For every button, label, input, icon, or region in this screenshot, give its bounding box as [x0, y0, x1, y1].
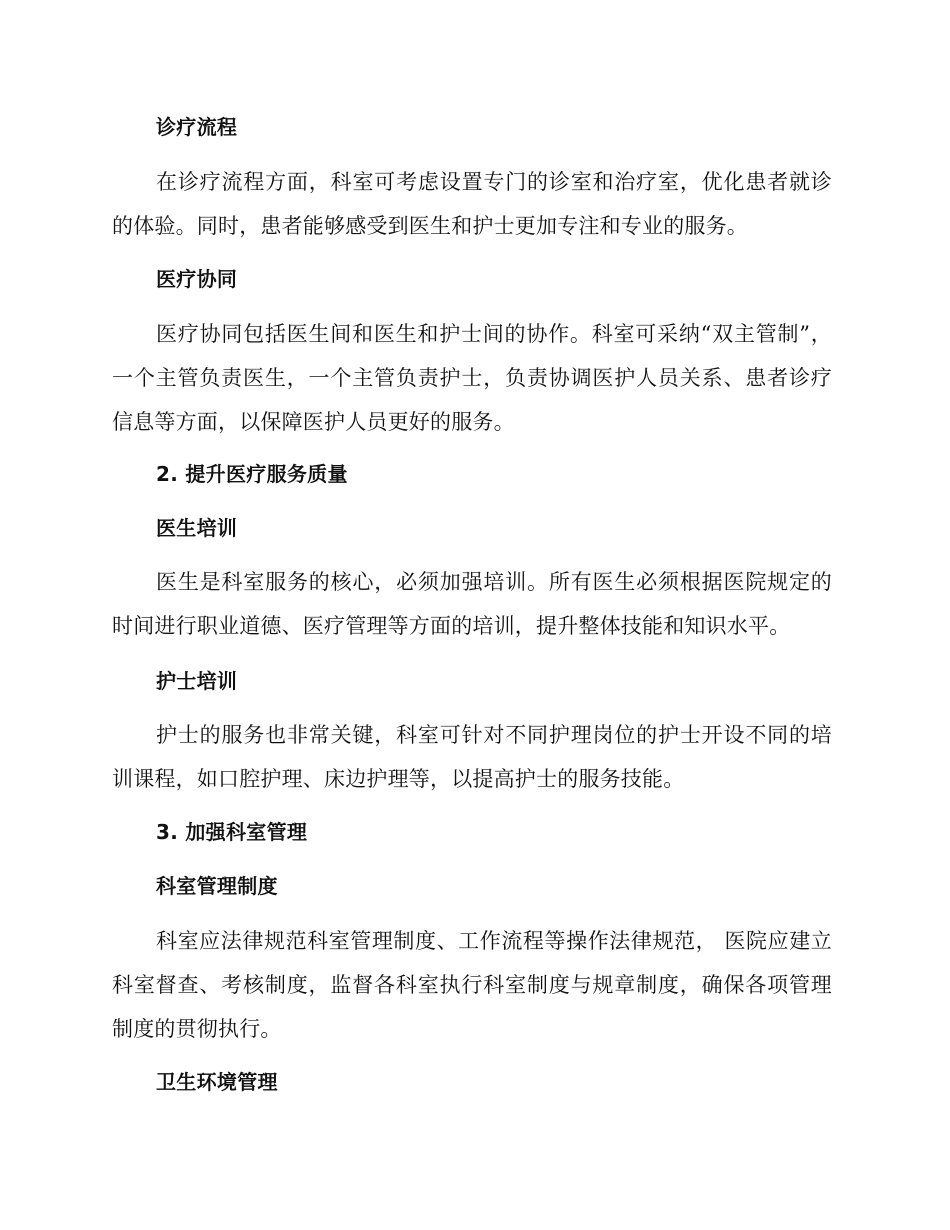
section-heading-doctor-training: 医生培训 [156, 516, 238, 540]
paragraph-management-system: 科室应法律规范科室管理制度、工作流程等操作法律规范， 医院应建立科室督查、考核制度，监督各科室执行科室制度与规章制度，确保各项管理制度的贯彻执行。 [112, 929, 832, 1041]
paragraph-doctor-training: 医生是科室服务的核心，必须加强培训。所有医生必须根据医院规定的时间进行职业道德、医疗管理等方面的培训，提升整体技能和知识水平。 [112, 570, 832, 638]
section-heading-hygiene-management: 卫生环境管理 [156, 1070, 278, 1094]
section-heading-management-system: 科室管理制度 [156, 874, 278, 898]
paragraph-medical-collaboration: 医疗协同包括医生间和医生和护士间的协作。科室可采纳“双主管制”，一个主管负责医生，一个主管负责护士，负责协调医护人员关系、患者诊疗信息等方面，以保障医护人员更好的服务。 [112, 322, 832, 434]
paragraph-nurse-training: 护士的服务也非常关键，科室可针对不同护理岗位的护士开设不同的培训课程，如口腔护理、床边护理等，以提高护士的服务技能。 [112, 723, 832, 791]
section-heading-nurse-training: 护士培训 [156, 669, 238, 693]
section-heading-diagnosis-process: 诊疗流程 [156, 115, 238, 139]
section-heading-medical-collaboration: 医疗协同 [156, 267, 238, 291]
paragraph-diagnosis-process: 在诊疗流程方面，科室可考虑设置专门的诊室和治疗室，优化患者就诊的体验。同时，患者能够感受到医生和护士更加专注和专业的服务。 [112, 170, 832, 238]
part-heading-improve-quality: 2. 提升医疗服务质量 [156, 462, 348, 486]
part-heading-department-management: 3. 加强科室管理 [156, 820, 308, 844]
